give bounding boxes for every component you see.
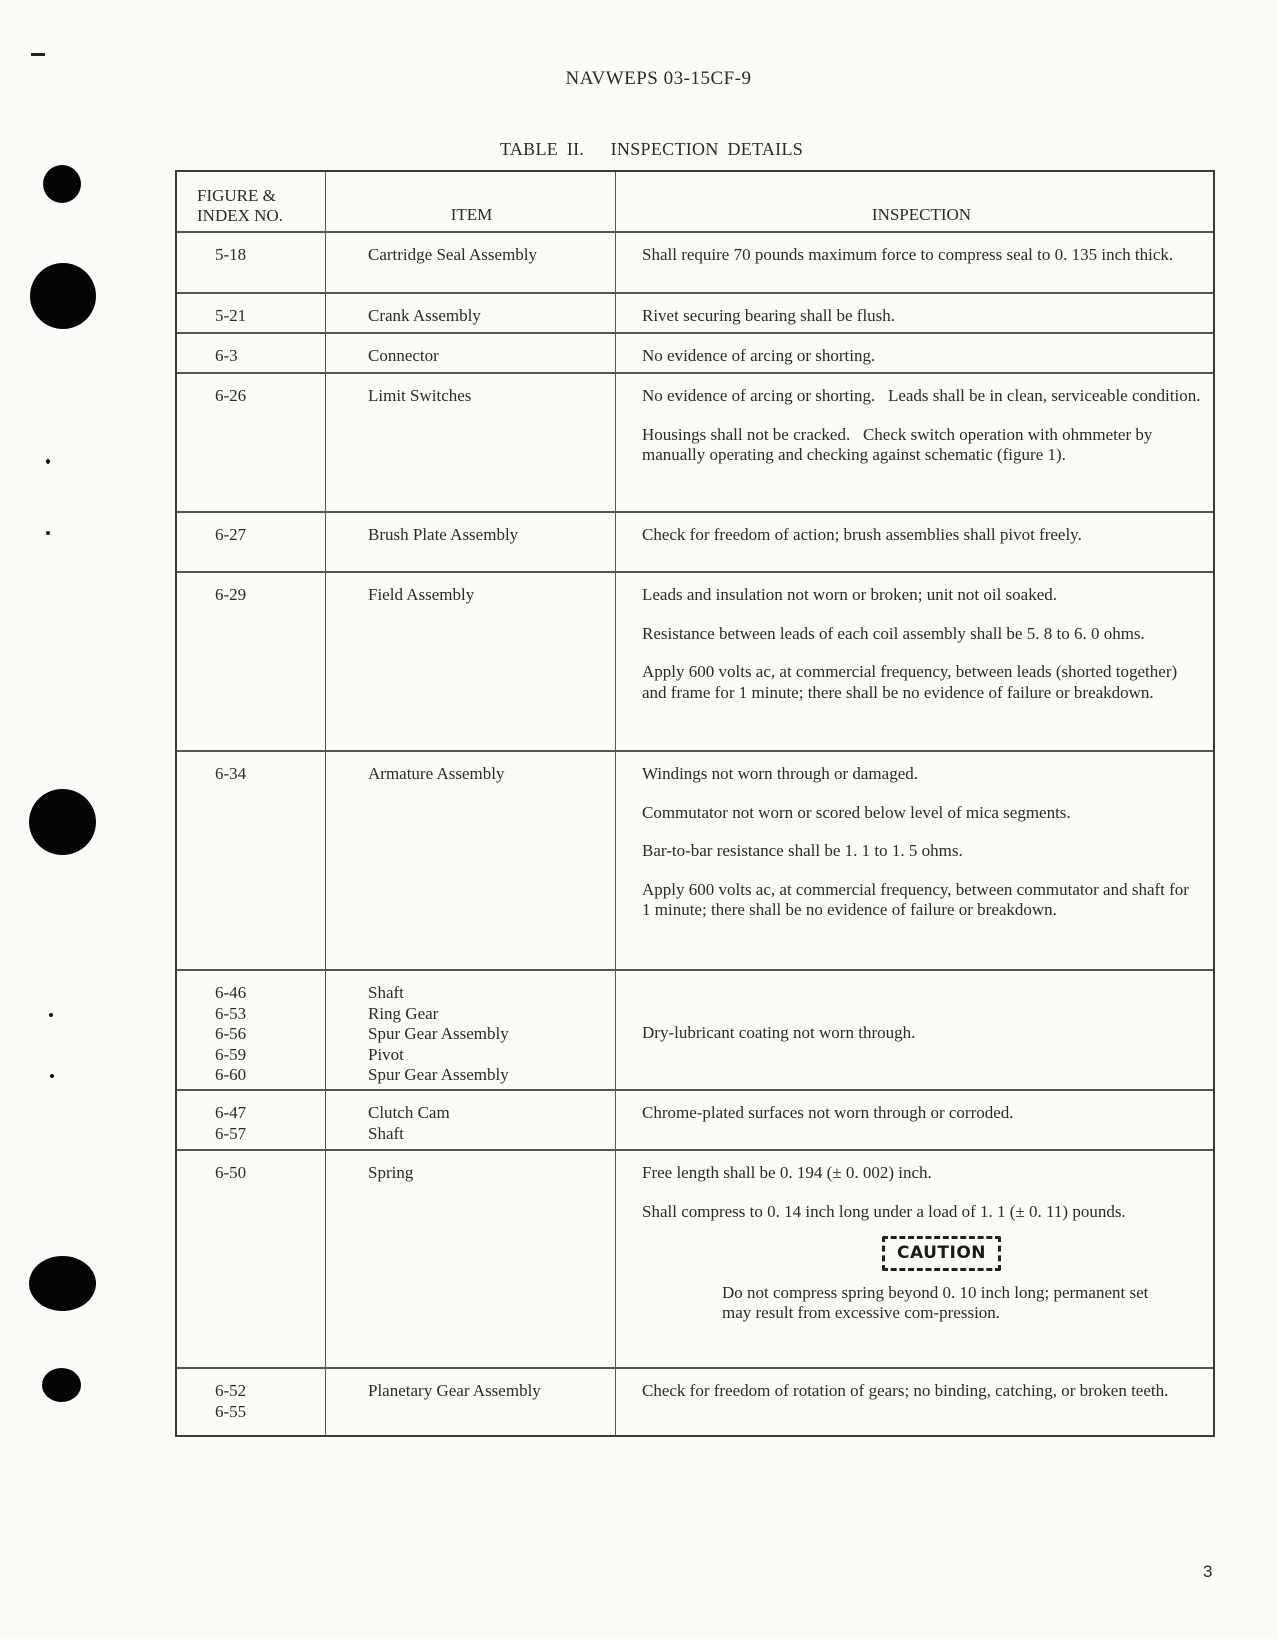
scan-speck <box>49 1013 53 1017</box>
table-row <box>177 372 1213 511</box>
item-cell: Clutch Cam Shaft <box>325 1091 615 1149</box>
table-row <box>177 969 1213 1089</box>
page-number: 3 <box>1203 1562 1213 1581</box>
table-header-row <box>177 172 1213 231</box>
table-row <box>177 1089 1213 1149</box>
caution-notice <box>642 1236 1201 1271</box>
table-row <box>177 332 1213 372</box>
table-row <box>177 750 1213 969</box>
inspection-cell: Dry-lubricant coating not worn through. <box>615 971 1213 1089</box>
index-cell: 6-27 <box>215 525 247 544</box>
index-cell: 6-52 6-55 <box>215 1381 247 1421</box>
inspection-cell: Leads and insulation not worn or broken; unit not oil soaked. Resistance between leads of each coil assembly shall be 5. 8 to 6. 0 ohms. Apply 600 volts ac, at commercial frequency, between leads (shorted together) and frame for 1 minute; there shall be no evidence of failure or breakdown. <box>615 573 1213 750</box>
scan-speck <box>46 459 50 464</box>
inspection-cell: Shall require 70 pounds maximum force to compress seal to 0. 135 inch thick. <box>615 233 1213 292</box>
table-title: TABLE II. INSPECTION DETAILS <box>500 139 804 159</box>
header-figure-index: FIGURE & INDEX NO. <box>197 186 283 225</box>
document-number: NAVWEPS 03-15CF-9 <box>565 68 752 89</box>
scan-speck <box>46 531 50 535</box>
table-row <box>177 1367 1213 1435</box>
item-cell: Armature Assembly <box>325 752 615 969</box>
index-cell: 6-47 6-57 <box>215 1103 247 1143</box>
header-inspection: INSPECTION <box>615 172 1213 231</box>
inspection-cell: Free length shall be 0. 194 (± 0. 002) inch. Shall compress to 0. 14 inch long under a load of 1. 1 (± 0. 11) pounds. CAUTION Do not compress spring beyond 0. 10 inch long; permanent set may result from excessive com-pression. <box>615 1151 1213 1367</box>
punch-hole <box>30 263 96 329</box>
table-row <box>177 511 1213 571</box>
item-cell: Crank Assembly <box>325 294 615 335</box>
punch-hole <box>29 1256 96 1311</box>
inspection-cell: Check for freedom of action; brush assemblies shall pivot freely. <box>615 513 1213 571</box>
inspection-cell: No evidence of arcing or shorting. <box>615 334 1213 375</box>
table-row <box>177 231 1213 292</box>
inspection-cell: Windings not worn through or damaged. Commutator not worn or scored below level of mica segments. Bar-to-bar resistance shall be 1. 1 to 1. 5 ohms. Apply 600 volts ac, at commercial frequency, between commutator and shaft for 1 minute; there shall be no evidence of failure or breakdown. <box>615 752 1213 969</box>
item-cell: Planetary Gear Assembly <box>325 1369 615 1435</box>
scan-speck <box>50 1074 54 1078</box>
item-cell: Cartridge Seal Assembly <box>325 233 615 292</box>
item-cell: Limit Switches <box>325 374 615 511</box>
item-cell: Field Assembly <box>325 573 615 750</box>
item-cell: Brush Plate Assembly <box>325 513 615 571</box>
index-cell: 5-21 <box>215 306 247 325</box>
caution-badge: CAUTION <box>882 1236 1001 1271</box>
inspection-cell: No evidence of arcing or shorting. Leads shall be in clean, serviceable condition. Housings shall not be cracked. Check switch operation with ohmmeter by manually operating and checking against schematic (figure 1). <box>615 374 1213 511</box>
item-cell: Spring <box>325 1151 615 1367</box>
punch-hole <box>42 1368 81 1402</box>
caution-text: Do not compress spring beyond 0. 10 inch long; permanent set may result from excessive com-pression. <box>722 1282 1149 1322</box>
index-cell: 6-29 <box>215 585 247 604</box>
table-row <box>177 292 1213 332</box>
punch-hole <box>29 789 96 855</box>
index-cell: 6-50 <box>215 1163 247 1182</box>
inspection-details-table <box>175 170 1215 1437</box>
table-row <box>177 1149 1213 1367</box>
inspection-cell: Rivet securing bearing shall be flush. <box>615 294 1213 335</box>
punch-hole <box>43 165 81 203</box>
header-item: ITEM <box>325 172 615 231</box>
index-cell: 5-18 <box>215 245 247 264</box>
index-cell: 6-34 <box>215 764 247 783</box>
table-row <box>177 571 1213 750</box>
inspection-cell: Check for freedom of rotation of gears; no binding, catching, or broken teeth. <box>615 1369 1213 1435</box>
inspection-cell: Chrome-plated surfaces not worn through or corroded. <box>615 1091 1213 1149</box>
index-cell: 6-46 6-53 6-56 6-59 6-60 <box>215 983 247 1084</box>
scan-mark <box>31 53 45 56</box>
index-cell: 6-26 <box>215 386 247 405</box>
item-cell: Connector <box>325 334 615 375</box>
item-cell: Shaft Ring Gear Spur Gear Assembly Pivot Spur Gear Assembly <box>325 971 615 1089</box>
index-cell: 6-3 <box>215 346 238 365</box>
